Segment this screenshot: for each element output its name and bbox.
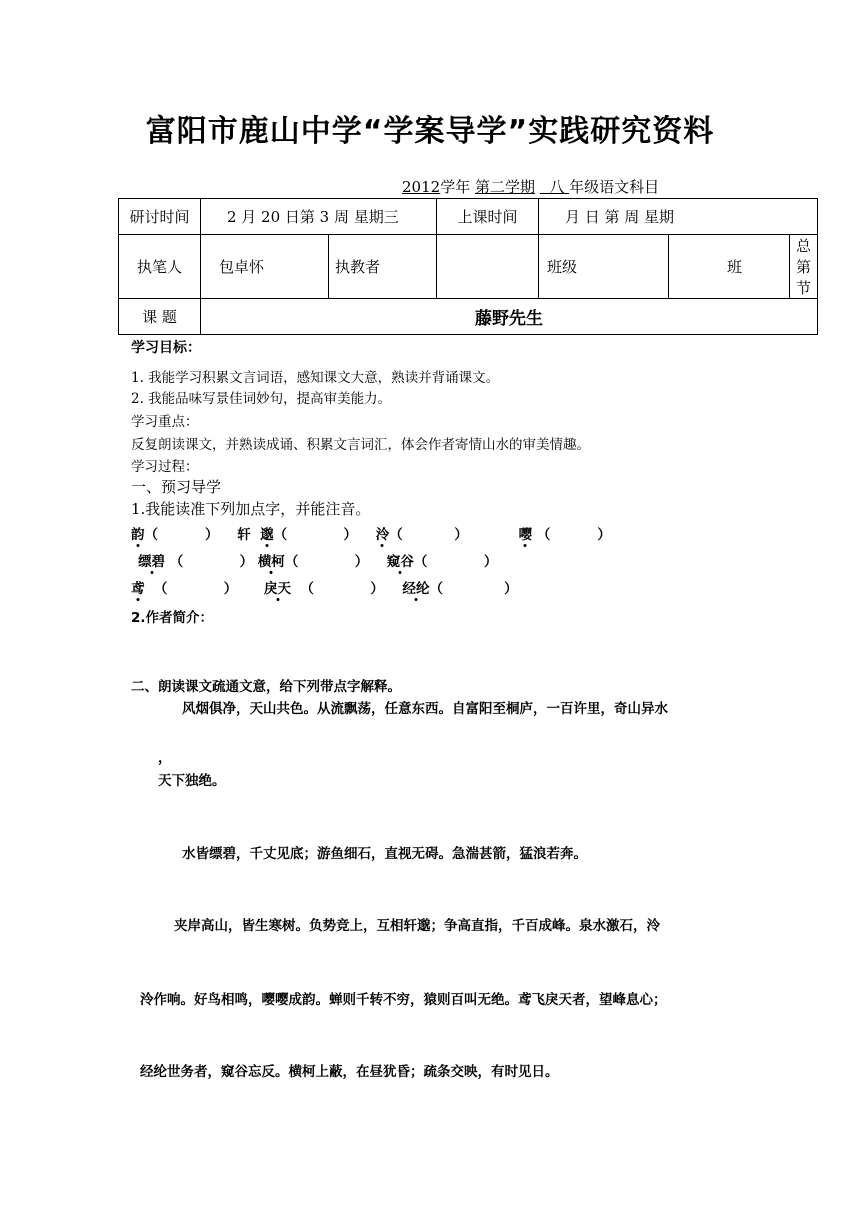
key-points-label: 学习重点：: [131, 414, 199, 430]
info-table: [118, 198, 818, 335]
label-study-time: 研讨时间: [119, 199, 201, 235]
pinyin-word: 窥谷: [387, 550, 414, 570]
goal-item-1: 1. 我能学习积累文言词语，感知课文大意，熟读并背诵课文。: [131, 370, 500, 386]
part2-heading: 二、朗读课文疏通文意，给下列带点字解释。: [131, 679, 401, 695]
semester-line: [402, 176, 659, 197]
pinyin-word: 泠: [376, 523, 390, 543]
pinyin-word: 轩: [237, 527, 251, 543]
pinyin-row: 缥碧 （ ） 横柯（ ） 窥谷（ ）: [138, 550, 497, 570]
year-value: 2012: [402, 178, 441, 196]
label-class-time: 上课时间: [436, 199, 538, 235]
document-title: 富阳市鹿山中学“学案导学”实践研究资料: [145, 114, 715, 149]
value-teacher: [436, 235, 538, 299]
table-row: [119, 299, 818, 335]
process-label: 学习过程：: [131, 459, 199, 475]
pinyin-word: 嘤: [519, 523, 533, 543]
author-intro-label: 2.作者简介：: [131, 610, 214, 626]
term-value: 第二学期: [474, 178, 535, 196]
key-points-text: 反复朗读课文，并熟读成诵、积累文言词汇，体会作者寄情山水的审美情趣。: [131, 437, 590, 453]
label-topic: 课 题: [119, 299, 201, 335]
passage-line: 风烟俱净，天山共色。从流飘荡，任意东西。自富阳至桐庐，一百许里，奇山异水: [182, 701, 668, 717]
pinyin-word: 鸢: [131, 577, 145, 597]
value-total-lesson: 总第 节: [789, 235, 817, 299]
value-study-time: 2 月 20 日第 3 周 星期三: [200, 199, 436, 235]
passage-line: ，: [158, 750, 172, 766]
part1-heading: 一、预习导学: [131, 478, 222, 496]
pinyin-word: 横柯: [258, 550, 285, 570]
passage-line: 泠作响。好鸟相鸣，嘤嘤成韵。蝉则千转不穷，猿则百叫无绝。鸢飞戾天者，望峰息心；: [140, 992, 667, 1008]
passage-line: 天下独绝。: [158, 773, 226, 789]
value-author: 包卓怀: [200, 235, 328, 299]
pinyin-word: 缥碧: [138, 550, 165, 570]
passage-line: 水皆缥碧，千丈见底；游鱼细石，直视无碍。急湍甚箭，猛浪若奔。: [182, 846, 587, 862]
pinyin-word: 韵: [131, 523, 145, 543]
pinyin-word: 邈: [260, 523, 274, 543]
grade-label: 年级语文科目: [569, 178, 660, 196]
year-label: 学年: [440, 178, 471, 196]
pinyin-word: 戾天: [264, 577, 291, 597]
lesson-title: 藤野先生: [200, 299, 817, 335]
table-row: [119, 235, 818, 299]
label-teacher: 执教者: [328, 235, 436, 299]
label-author: 执笔人: [119, 235, 201, 299]
label-class: 班级: [538, 235, 668, 299]
value-class: 班: [669, 235, 790, 299]
pinyin-word: 经纶: [403, 577, 430, 597]
table-row: [119, 199, 818, 235]
value-class-time: 月 日 第 周 星期: [538, 199, 817, 235]
part1-sub1: 1.我能读准下列加点字，并能注音。: [131, 500, 371, 518]
goal-item-2: 2. 我能品味写景佳词妙句，提高审美能力。: [131, 391, 392, 407]
passage-line: 夹岸高山，皆生寒树。负势竞上，互相轩邈；争高直指，千百成峰。泉水激石，泠: [174, 918, 660, 934]
grade-value: 八: [549, 178, 565, 196]
goals-heading: 学习目标：: [131, 340, 201, 356]
passage-line: 经纶世务者，窥谷忘反。横柯上蔽，在昼犹昏；疏条交映，有时见日。: [140, 1064, 559, 1080]
pinyin-row: 韵（ ） 轩 邈（ ） 泠（ ） 嘤 （ ）: [131, 523, 611, 543]
pinyin-row: 鸢 （ ） 戾天 （ ） 经纶（ ）: [131, 577, 518, 597]
